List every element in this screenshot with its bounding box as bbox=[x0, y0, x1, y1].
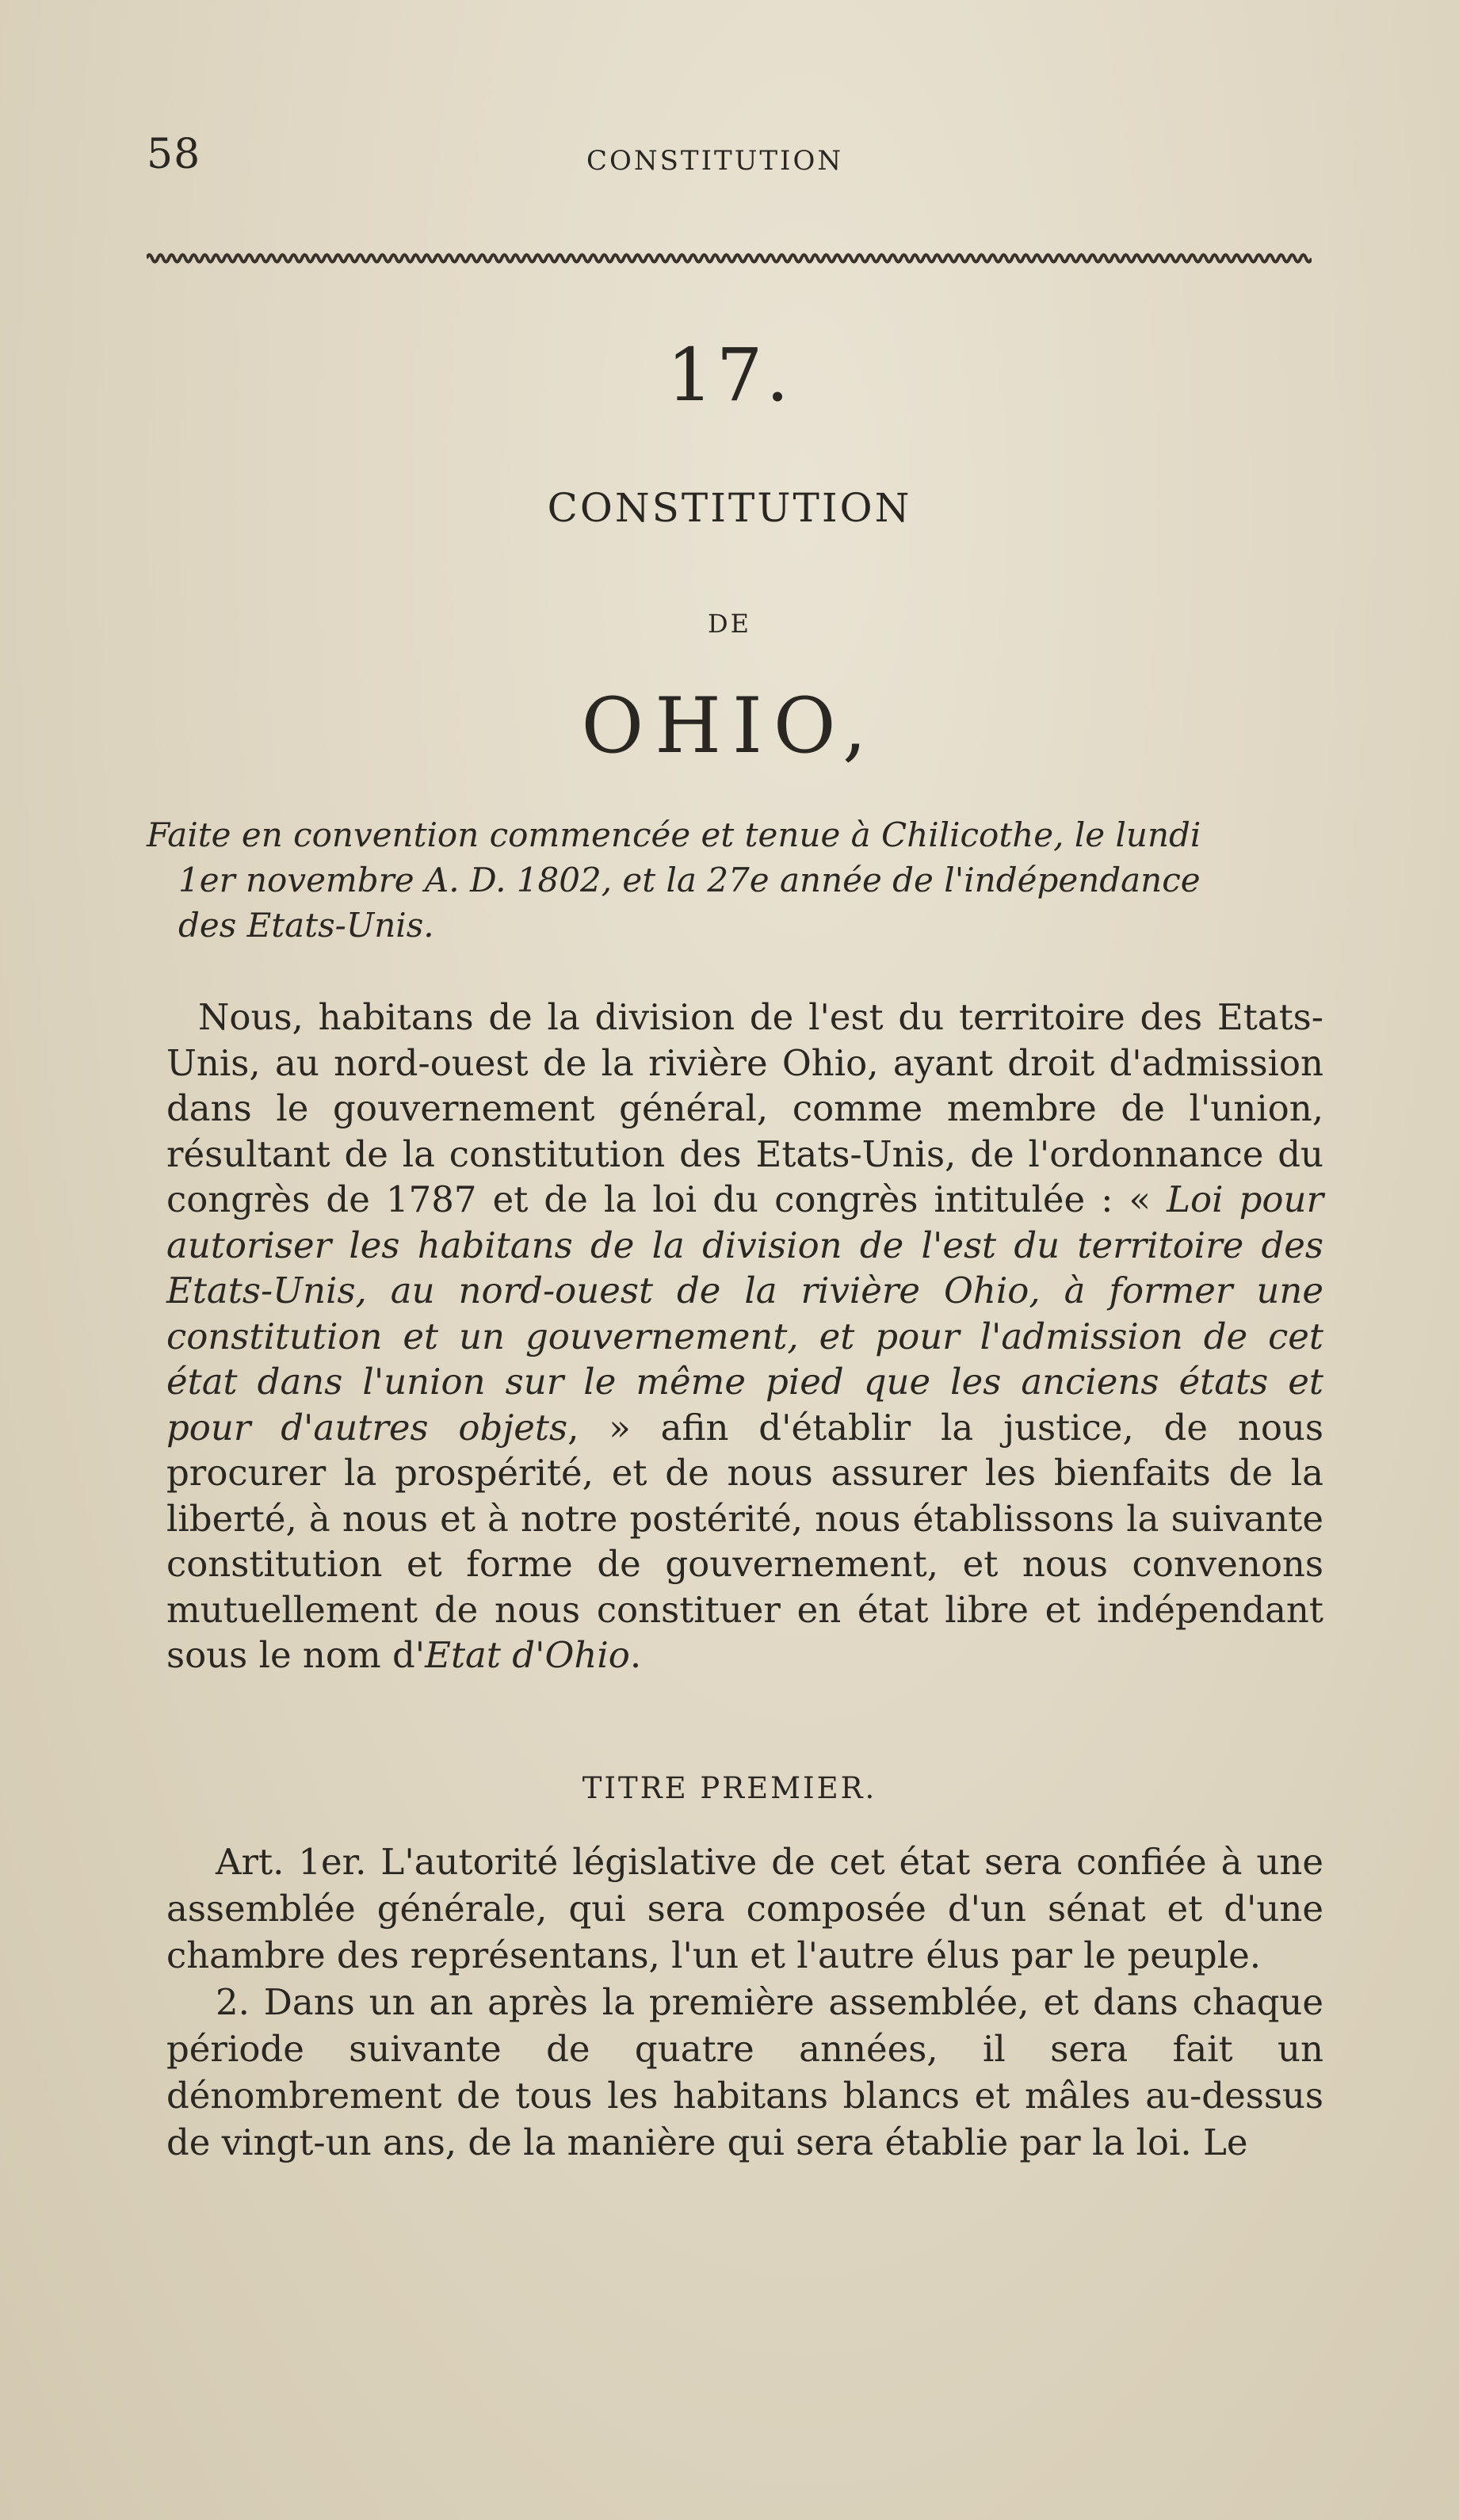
page-number: 58 bbox=[147, 131, 201, 178]
page-header bbox=[147, 131, 1312, 178]
state-official-name: Etat d'Ohio bbox=[425, 1634, 630, 1676]
state-name: OHIO, bbox=[581, 682, 878, 770]
article-1: Art. 1er. L'autorité législative de cet état sera confiée à une assemblée générale, qui sera composée d'un sénat et d'une chambre des représentans, l'un et l'autre élus par le peuple. bbox=[166, 1841, 1323, 1976]
preamble bbox=[166, 995, 1323, 1678]
law-title-quote: Loi pour autoriser les habitans de la division de l'est du territoire des Etats-Unis, au nord-ouest de la rivière Ohio, à former une constitution et un gouvernement, et pour l'admission de cet état dans l'union sur le même pied que les anciens états et pour d'autres objets bbox=[166, 1178, 1323, 1449]
document-title: CONSTITUTION bbox=[547, 485, 912, 531]
article-2: 2. Dans un an après la première assemblée, et dans chaque période suivante de quatre années, il sera fait un dénombrement de tous les habitans blancs et mâles au-dessus de vingt-un ans, de la manière qui sera établie par la loi. Le bbox=[166, 1981, 1323, 2163]
chapter-number: 17. bbox=[666, 333, 793, 418]
subtitle-line-3: des Etats-Unis. bbox=[178, 906, 434, 945]
preamble-paragraph bbox=[166, 995, 1323, 1678]
title-connector: DE bbox=[707, 609, 751, 639]
subtitle-line-1: Faite en convention commencée et tenue à Chilicothe, le lundi bbox=[147, 815, 1201, 854]
ornament-rule bbox=[147, 250, 1312, 267]
section-heading: TITRE PREMIER. bbox=[582, 1771, 877, 1805]
running-head: CONSTITUTION bbox=[586, 145, 844, 177]
subtitle bbox=[147, 812, 1327, 948]
preamble-text: Nous, habitans de la division de l'est du territoire des Etats-Unis, au nord-ouest de la rivière Ohio, ayant droit d'admission dans le gouvernement général, comme membre de l'union, résultant de la constitution des Etats-Unis, de l'ordonnance du congrès de 1787 et de la loi du congrès intitulée : « bbox=[166, 996, 1323, 1220]
preamble-end: . bbox=[629, 1634, 642, 1676]
articles bbox=[166, 1838, 1323, 2166]
preamble-text-2: , » afin d'établir la justice, de nous procurer la prospérité, et de nous assurer les bienfaits de la liberté, à nous et à notre postérité, nous établissons la suivante constitution et forme de gouvernement, et nous convenons mutuellement de nous constituer en état libre et indépendant sous le nom d' bbox=[166, 1406, 1324, 1676]
subtitle-line-2: 1er novembre A. D. 1802, et la 27e année de l'indépendance bbox=[178, 861, 1201, 899]
